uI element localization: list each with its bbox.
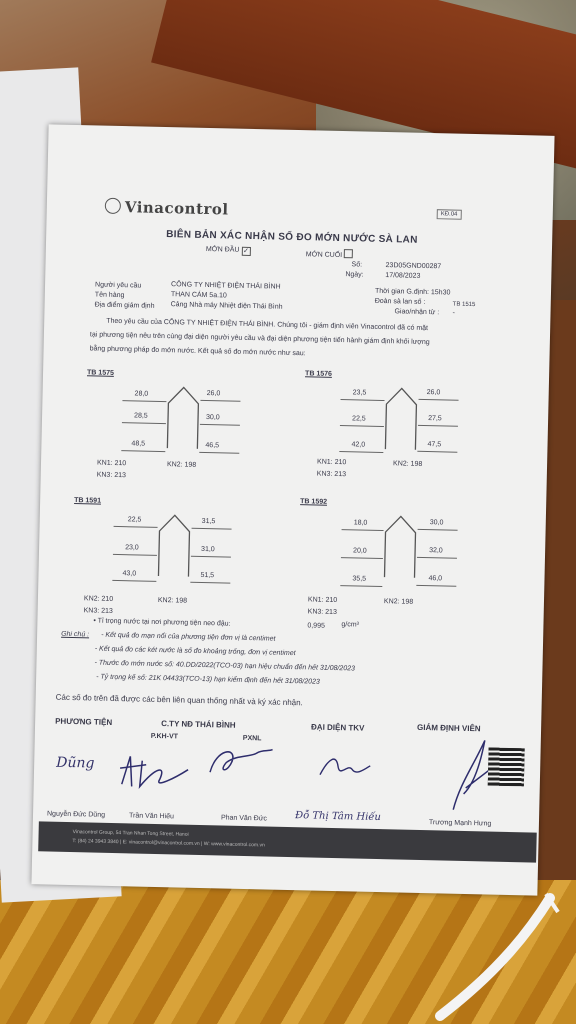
draft-left-2: 20,0 xyxy=(353,547,367,555)
dia-diem-label: Địa điểm giám định xyxy=(94,301,155,310)
signature-tkv xyxy=(314,749,375,784)
draft-left-1: 22,5 xyxy=(127,516,142,524)
draft-right-1: 26,0 xyxy=(206,390,221,398)
ngay-value: 17/08/2023 xyxy=(385,272,421,280)
barge-block-1 xyxy=(84,369,287,494)
kn1: KN1: 210 xyxy=(317,458,347,467)
barge-name: TB 1576 xyxy=(305,370,333,378)
kn2: KN2: 198 xyxy=(392,460,423,468)
name-hieu: Trần Văn Hiếu xyxy=(128,812,174,821)
dia-diem-value: Cảng Nhà máy Nhiệt điện Thái Bình xyxy=(170,301,283,311)
intro-line-3: bằng phương pháp đo mớn nước. Kết quả số đo mớn nước như sau: xyxy=(89,345,306,358)
footer-bar xyxy=(38,821,537,862)
sig-phuong-tien: PHƯƠNG TIỆN xyxy=(55,716,113,727)
name-duc: Phan Văn Đức xyxy=(220,814,268,823)
draft-right-3: 46,0 xyxy=(428,575,443,583)
sig-gdv: GIÁM ĐỊNH VIÊN xyxy=(416,722,481,734)
draft-left-1: 18,0 xyxy=(353,519,368,527)
note-2: - Kết quả đo các két nước là số đo khoảng trống, đơn vị centimet xyxy=(94,645,296,658)
qr-code xyxy=(488,748,525,787)
name-dung: Nguyễn Đức Dũng xyxy=(46,810,106,819)
note-3: - Thước đo mớn nước số: 40.DD/2022(TCO-03) hạn hiệu chuẩn đến hết 31/08/2023 xyxy=(94,659,355,673)
density-label: • Tỉ trọng nước tại nơi phương tiện neo đậu: xyxy=(93,617,231,628)
draft-right-2: 32,0 xyxy=(429,547,443,555)
density-value: 0,995 xyxy=(307,622,325,630)
checkbox-mon-dau[interactable]: ✓ xyxy=(242,247,249,255)
footer-line-2: T: (84) 24 3943 3840 | E: vinacontrol@vinacontrol.com.vn | W: www.vinacontrol.com.vn xyxy=(72,838,265,849)
kn3-1591: KN3: 213 xyxy=(83,607,113,615)
thoi-gian: Thời gian G.định: 15h30 xyxy=(374,287,451,297)
draft-left-3: 48,5 xyxy=(131,440,146,448)
closing-text: Các số đo trên đã được các bên liên quan thống nhất và ký xác nhận. xyxy=(55,692,303,708)
mon-cuoi: MỚN CUỐI xyxy=(306,248,354,259)
so-label: Số: xyxy=(351,261,363,269)
nguoi-yeu-cau-label: Người yêu cầu xyxy=(94,281,142,290)
kn1: KN1: 210 xyxy=(96,459,127,468)
sig-pkh: P.KH-VT xyxy=(150,732,179,741)
barge-diagram-icon xyxy=(156,513,191,578)
name-hung: Trương Mạnh Hưng xyxy=(428,819,492,828)
draft-right-3: 47,5 xyxy=(427,441,442,449)
draft-left-3: 43,0 xyxy=(122,570,137,578)
form-code: KĐ.04 xyxy=(437,209,462,220)
sig-tkv: ĐẠI DIỆN TKV xyxy=(310,722,365,733)
kn1-1592: KN1: 210 xyxy=(307,596,338,605)
floss-pick xyxy=(420,890,560,1024)
draft-right-1: 30,0 xyxy=(429,519,444,527)
ten-hang-label: Tên hàng xyxy=(94,291,125,300)
density-unit: g/cm³ xyxy=(341,621,359,629)
ngay-label: Ngày: xyxy=(345,271,364,279)
barge-name: TB 1591 xyxy=(74,497,102,505)
kn3-1592: KN3: 213 xyxy=(307,608,337,617)
signature-hieu xyxy=(116,746,197,794)
handwritten-tkv-name: Đỗ Thị Tâm Hiếu xyxy=(294,810,382,824)
ghi-chu-label: Ghi chú : xyxy=(61,630,90,639)
draft-right-1: 31,5 xyxy=(201,517,216,526)
mon-dau: MỚN ĐẦU ✓ xyxy=(205,245,249,255)
barge-block-2 xyxy=(302,370,505,495)
draft-left-2: 22,5 xyxy=(352,415,366,423)
draft-right-2: 31,0 xyxy=(201,545,215,554)
doan-sa-lan-value: TB 1515 xyxy=(452,301,476,309)
draft-left-3: 35,5 xyxy=(352,575,367,583)
barge-diagram-icon xyxy=(383,386,418,451)
draft-left-1: 23,5 xyxy=(352,389,367,397)
draft-left-1: 28,0 xyxy=(134,390,149,398)
draft-right-2: 30,0 xyxy=(205,414,220,422)
draft-left-2: 23,0 xyxy=(125,544,139,552)
handwritten-dung: Dũng xyxy=(56,754,95,772)
doan-sa-lan-label: Đoàn sà lan số : xyxy=(374,297,426,306)
document-page xyxy=(31,124,554,895)
barge-name: TB 1575 xyxy=(86,369,114,377)
checkbox-mon-cuoi[interactable] xyxy=(344,249,353,258)
draft-right-1: 26,0 xyxy=(426,389,441,397)
sig-company: C.TY NĐ THÁI BÌNH xyxy=(161,719,236,730)
ten-hang-value: THAN CÁM 5a.10 xyxy=(170,291,227,300)
sig-pxnl: PXNL xyxy=(242,734,262,743)
draft-right-2: 27,5 xyxy=(428,415,442,423)
intro-line-2: tại phương tiện nêu trên cùng đại diện người yêu cầu và đại diện phương tiện tiến hành giám định khối lượng xyxy=(89,331,430,347)
giao-nhan-label: Giao/nhận từ : xyxy=(394,308,440,317)
kn3: KN3: 213 xyxy=(96,471,127,480)
barge-name: TB 1592 xyxy=(300,498,328,506)
note-1: - Kết quả đo mạn nổi của phương tiện đơn vị là centimet xyxy=(101,631,276,643)
barge-diagram-icon xyxy=(165,385,200,450)
draft-right-3: 46,5 xyxy=(205,441,220,450)
kn2-1592: KN2: 198 xyxy=(383,598,414,606)
giao-nhan-value: - xyxy=(452,309,455,317)
signature-duc xyxy=(206,742,277,784)
note-4: - Tỷ trọng kế số: 21K 04433(TCO-13) hạn kiểm định đến hết 31/08/2023 xyxy=(96,673,320,686)
footer-line-1: Vinacontrol Group, 54 Tran Nhan Tong Street, Hanoi xyxy=(72,829,189,838)
so-value: 23D05GND00287 xyxy=(385,262,442,271)
kn3: KN3: 213 xyxy=(316,470,347,479)
barge-diagram-icon xyxy=(382,514,417,579)
draft-left-3: 42,0 xyxy=(351,441,366,449)
document-title: BIÊN BẢN XÁC NHẬN SỐ ĐO MỚN NƯỚC SÀ LAN xyxy=(166,229,418,246)
draft-right-3: 51,5 xyxy=(200,571,215,580)
kn2: KN2: 198 xyxy=(166,461,197,469)
nguoi-yeu-cau-value: CÔNG TY NHIỆT ĐIỆN THÁI BÌNH xyxy=(171,281,281,291)
kn2-1591: KN2: 210 xyxy=(83,595,114,603)
draft-left-2: 28,5 xyxy=(134,412,148,420)
intro-line-1: Theo yêu cầu của CÔNG TY NHIỆT ĐIỆN THÁI BÌNH. Chúng tôi - giám định viên Vinacontrol đã có mặt xyxy=(106,317,429,333)
globe-icon xyxy=(105,198,121,214)
vinacontrol-logo: Vinacontrol xyxy=(105,198,229,219)
kn2b-1591: KN2: 198 xyxy=(157,596,188,605)
